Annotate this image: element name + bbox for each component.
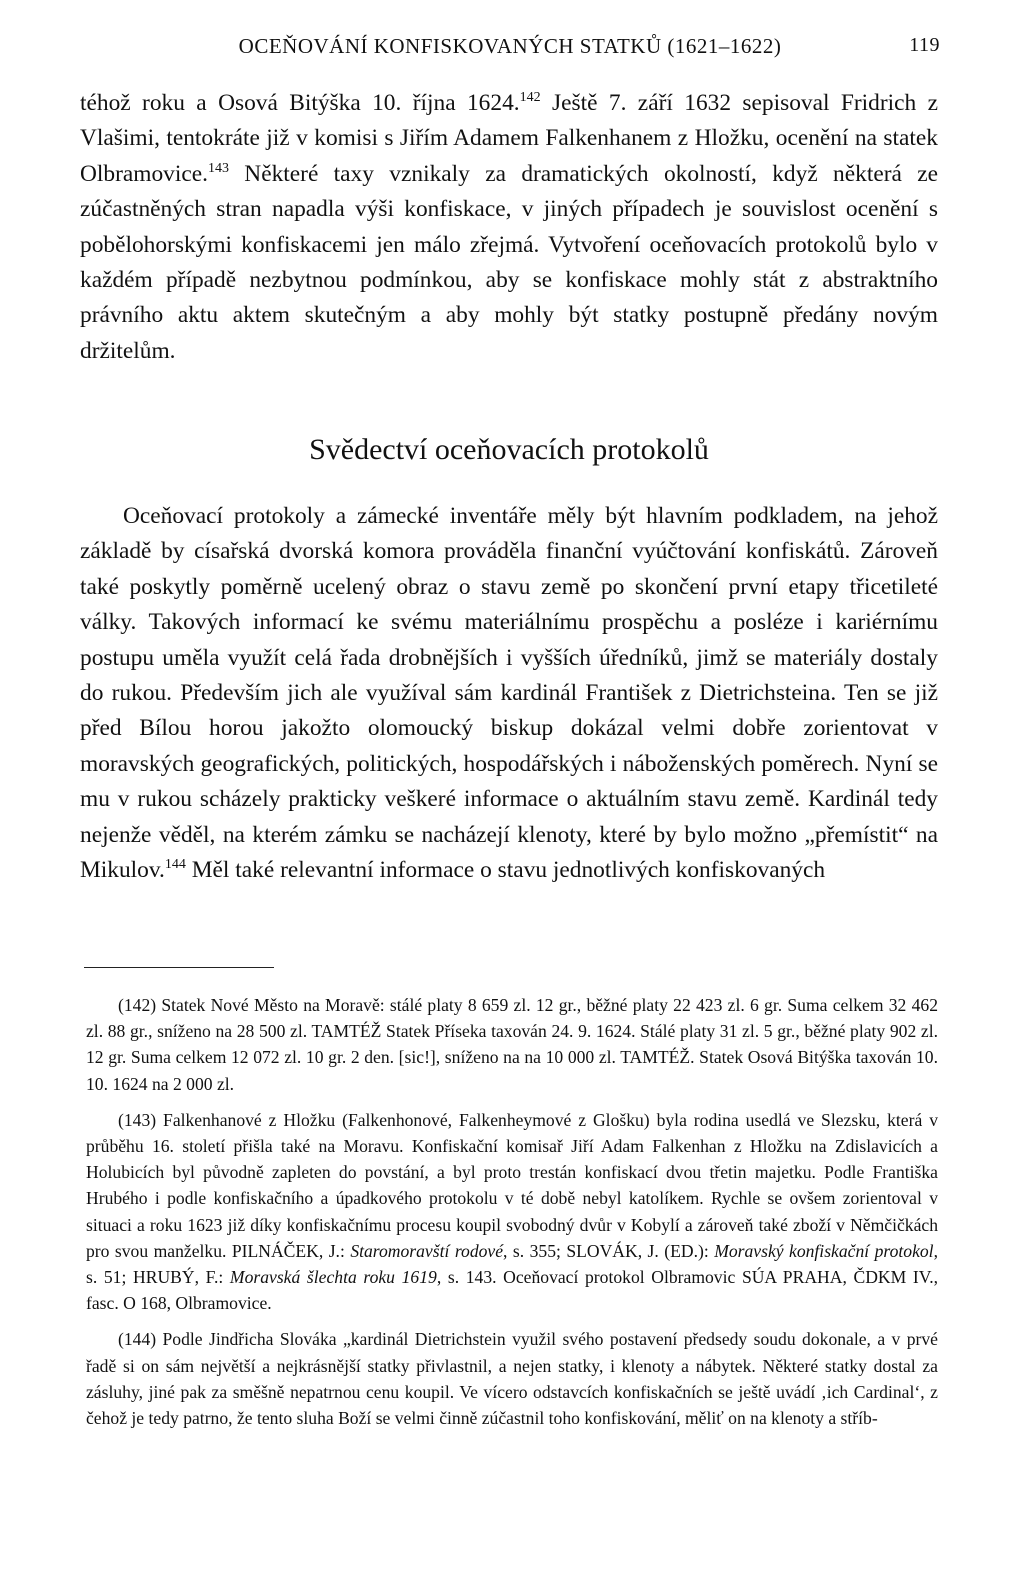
paragraph-2 [80, 499, 938, 888]
paragraph-1-text-a: téhož roku a Osová Bitýška 10. října 1624. [80, 90, 520, 116]
footnote-ref-143: 143 [207, 160, 229, 176]
paragraph-1 [80, 86, 938, 369]
running-title: OCEŇOVÁNÍ KONFISKOVANÝCH STATKŮ (1621–1622) [238, 34, 782, 58]
footnote-143-text-a: (143) Falkenhanové z Hložku (Falkenhonové, Falkenheymové z Glošku) byla rodina usedlá ve Slezsku, která v průběhu 16. století přišla také na Moravu. Konfiskační komisař Jiří Adam Falkenhan z Hložku na Zdislavicích a Holubicích byl původně zapleten do povstání, a byl proto trestán konfiskací dvou třetin majetku. Podle Františka Hrubého i podle konfiskačního a úpadkového protokolu v té době nebyl katolíkem. Rychle se ovšem zorientoval v situaci a roku 1623 již díky konfiskačnímu procesu koupil svobodný dvůr v Kobylí a zároveň také zboží v Němčičkách pro svou manželku. PILNÁČEK, J.: [86, 1109, 938, 1261]
citation-title-staromoravsti-rodove: Staromoravští rodové [350, 1240, 504, 1261]
footnote-144: (144) Podle Jindřicha Slováka „kardinál Dietrichstein využil svého postavení předsedy soudu dokonale, a v prvé řadě si on sám největší a nejkrásnější statky přivlastnil, a nejen statky, i klenoty a nábytek. Některé statky dostal za zásluhy, jiné pak za směšně nepatrnou cenu koupil. Ve vícero odstavcích konfiskačních se ještě uvádí ‚ich Cardinal‘, z čehož je tedy patrno, že tento sluha Boží se velmi činně zúčastnil toho konfiskování, měliť on na klenoty a stříb- [86, 1329, 938, 1429]
paragraph-2-text-b: Měl také relevantní informace o stavu jednotlivých konfiskovaných [185, 857, 826, 884]
footnote-143-text-c: , s. 51; HRUBÝ, F.: [86, 1240, 938, 1288]
footnote-separator [84, 967, 274, 968]
section-heading: Svědectví oceňovacích protokolů [309, 433, 709, 466]
paragraph-2-text-a: Oceňovací protokoly a zámecké inventáře měly být hlavním podkladem, na jehož základě by císařská dvorská komora prováděla finanční vyúčtování konfiskátů. Zároveň také poskytly poměrně ucelený obraz o stavu země po skončení první etapy třicetileté války. Takových informací ke svému materiálnímu prospěchu a posléze i kariérnímu postupu uměla využít celá řada drobnějších i vyšších úředníků, jimž se materiály dostaly do rukou. Především jich ale využíval sám kardinál František z Dietrichsteina. Ten se již před Bílou horou jakožto olomoucký biskup dokázal velmi dobře zorientovat v moravských geografických, politických, hospodářských i náboženských poměrech. Nyní se mu v rukou scházely prakticky veškeré informace o aktuálním stavu země. Kardinál tedy nejenže věděl, na kterém zámku se nacházejí klenoty, které by bylo možno „přemístit“ na Mikulov. [80, 503, 938, 884]
citation-title-moravska-slechta: Moravská šlechta roku 1619 [229, 1267, 437, 1288]
running-header [80, 34, 940, 64]
page-number: 119 [909, 34, 940, 56]
footnote-142: (142) Statek Nové Město na Moravě: stálé platy 8 659 zl. 12 gr., běžné platy 22 423 zl. 6 gr. Suma celkem 32 462 zl. 88 gr., sníženo na 28 500 zl. TAMTÉŽ Statek Příseka taxován 24. 9. 1624. Stálé platy 31 zl. 5 gr., běžné platy 902 zl. 12 gr. Suma celkem 12 072 zl. 10 gr. 2 den. [sic!], sníženo na na 10 000 zl. TAMTÉŽ. Statek Osová Bitýška taxován 10. 10. 1624 na 2 000 zl. [86, 995, 938, 1094]
footnotes [86, 992, 938, 1431]
footnote-143 [86, 1107, 938, 1317]
paragraph-1-text-b: Ještě 7. září 1632 sepisoval Fridrich z Vlašimi, tentokráte již v komisi s Jiřím Adamem Falkenhanem z Hložku, ocenění na statek Olbramovice. [80, 90, 938, 187]
paragraph-1-text-c: Některé taxy vznikaly za dramatických okolností, když některá ze zúčastněných stran napadla výši konfiskace, v jiných případech je souvislost ocenění s pobělohorskými konfiskacemi jen málo zřejmá. Vytvoření oceňovacích protokolů bylo v každém případě nezbytnou podmínkou, aby se konfiskace mohly stát z abstraktního právního aktu aktem skutečným a aby mohly být statky postupně předány novým držitelům. [80, 160, 938, 364]
footnote-143-text-d: , s. 143. Oceňovací protokol Olbramovic SÚA PRAHA, ČDKM IV., fasc. O 168, Olbramovice. [86, 1267, 938, 1314]
footnote-143-text-b: , s. 355; SLOVÁK, J. (ED.): [503, 1240, 715, 1261]
citation-title-konfiskacni-protokol: Moravský konfiskační protokol [714, 1240, 934, 1261]
footnote-ref-142: 142 [519, 90, 541, 105]
footnote-ref-144: 144 [164, 857, 186, 873]
